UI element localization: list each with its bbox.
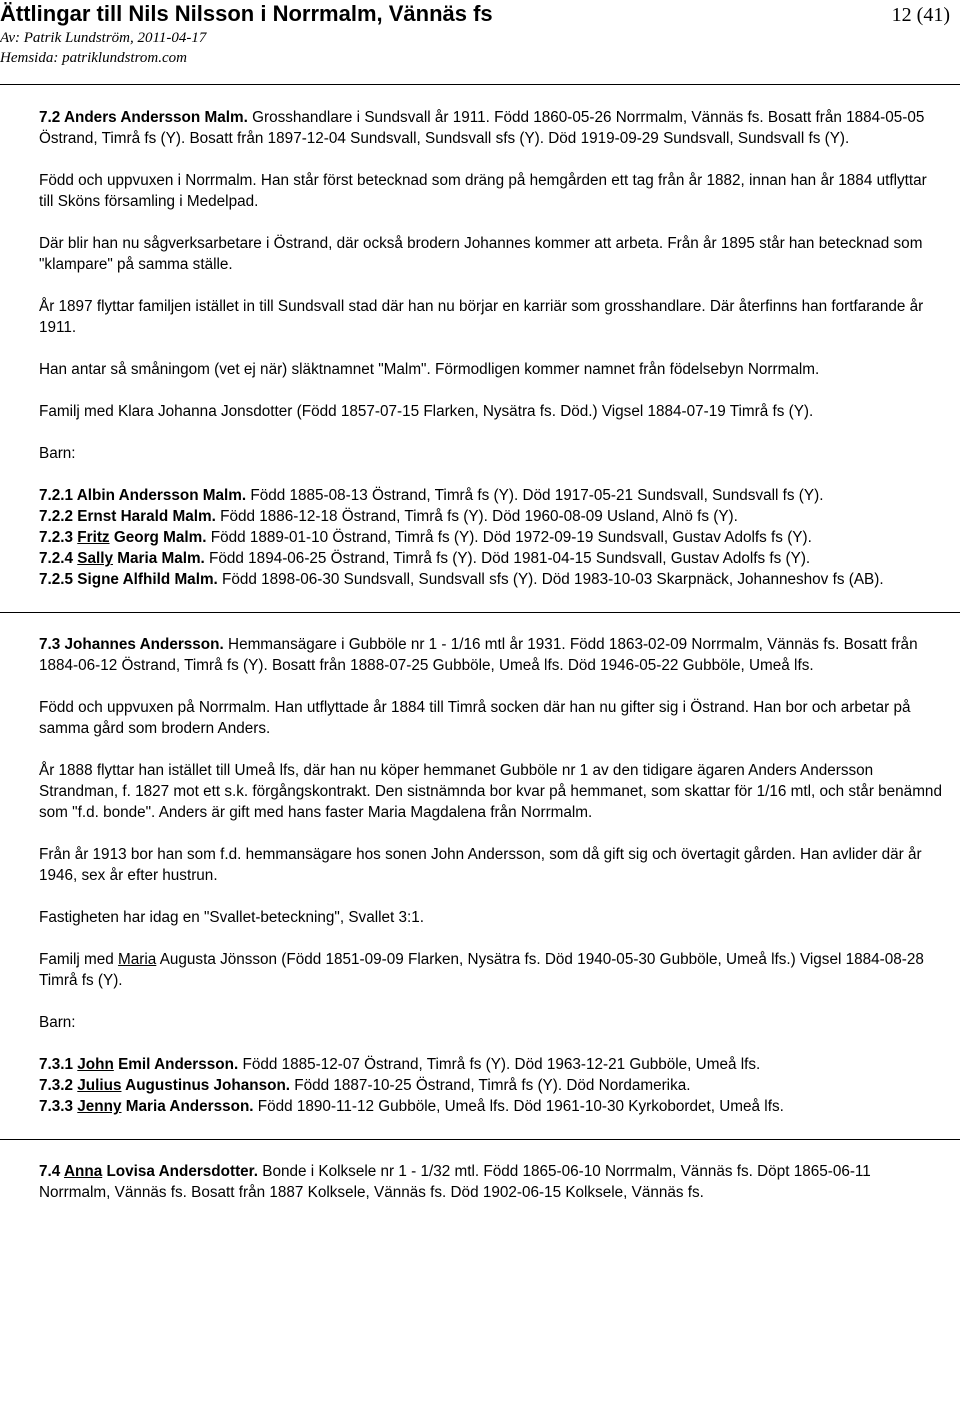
child-name: Emil Andersson. [113,1056,239,1073]
section-divider [0,612,960,613]
section-divider [0,1139,960,1140]
child-name: Ernst Harald Malm. [77,508,216,525]
child-text: Född 1885-12-07 Östrand, Timrå fs (Y). Död 1963-12-21 Gubböle, Umeå lfs. [238,1056,761,1073]
paragraph [39,949,944,991]
child-number: 7.3.1 [39,1056,74,1073]
paragraph: Fastigheten har idag en "Svallet-beteckning", Svallet 3:1. [39,909,425,926]
child-name: Maria Andersson. [121,1098,254,1115]
child-entry [39,527,944,548]
child-entry [39,506,944,527]
child-callname: Julius [77,1077,122,1094]
spouse-callname: Maria [118,951,157,968]
entry-callname: Anna [63,1163,103,1180]
child-entry [39,485,944,506]
child-callname: Fritz [77,529,110,546]
paragraph: Född och uppvuxen i Norrmalm. Han står först betecknad som dräng på hemgården ett tag från år 1882, innan han år 1884 utflyttar till Sköns församling i Medelpad. [39,172,927,210]
child-number: 7.2.3 [39,529,74,546]
document-body [39,107,944,1203]
document-title: Ättlingar till Nils Nilsson i Norrmalm, Vännäs fs [0,1,493,26]
child-number: 7.3.2 [39,1077,74,1094]
entry-7-4-intro [39,1161,944,1203]
entry-heading: 7.3 Johannes Andersson. [39,636,224,653]
child-text: Född 1886-12-18 Östrand, Timrå fs (Y). Död 1960-08-09 Usland, Alnö fs (Y). [215,508,738,525]
page-number: 12 (41) [891,4,950,26]
child-callname: Jenny [77,1098,122,1115]
child-number: 7.2.4 [39,550,74,567]
paragraph-text: Familj med [39,951,119,968]
child-number: 7.2.1 [39,487,74,504]
child-name: Georg Malm. [109,529,207,546]
child-callname: Sally [77,550,113,567]
child-name: Albin Andersson Malm. [76,487,247,504]
entry-7-3-intro [39,634,944,676]
child-entry [39,1075,944,1096]
child-callname: John [77,1056,114,1073]
children-label: Barn: [39,445,76,462]
entry-text: Grosshandlare i Sundsvall år 1911. Född 1860-05-26 Norrmalm, Vännäs fs. Bosatt från 1884-05-05 Östrand, Timrå fs (Y). Bosatt från 1897-12-04 Sundsvall, Sundsvall sfs (Y). Död 1919-09-29 Sundsvall, Sundsvall fs (Y). [39,109,925,147]
paragraph: Där blir han nu sågverksarbetare i Östrand, där också brodern Johannes kommer att arbeta. Från år 1895 står han betecknad som "klampare" på samma ställe. [39,235,923,273]
paragraph: Född och uppvuxen på Norrmalm. Han utflyttade år 1884 till Timrå socken där han nu gifter sig i Östrand. Han bor och arbetar på samma gård som brodern Anders. [39,699,911,737]
header-divider [0,84,960,85]
entry-7-2-intro [39,107,944,149]
entry-heading: 7.2 Anders Andersson Malm. [39,109,248,126]
entry-heading: Lovisa Andersdotter. [102,1163,259,1180]
child-text: Född 1890-11-12 Gubböle, Umeå lfs. Död 1961-10-30 Kyrkobordet, Umeå lfs. [253,1098,784,1115]
child-entry [39,1096,944,1117]
child-name: Augustinus Johanson. [121,1077,291,1094]
child-number: 7.2.5 [39,571,74,588]
child-entry [39,1054,944,1075]
child-name: Maria Malm. [113,550,205,567]
author-line: Av: Patrik Lundström, 2011-04-17 [0,30,207,46]
homepage-link[interactable]: patriklundstrom.com [62,50,187,66]
child-text: Född 1894-06-25 Östrand, Timrå fs (Y). Död 1981-04-15 Sundsvall, Gustav Adolfs fs (Y). [204,550,811,567]
paragraph: År 1888 flyttar han istället till Umeå lfs, där han nu köper hemmanet Gubböle nr 1 av den tidigare ägaren Anders Andersson Strandman, f. 1827 mot ett s.k. förgångskontrakt. Den sistnämnda bor kvar på hemmanet, som skattar för 1/16 mtl, och står benämnd som "f.d. bonde". Anders är gift med hans faster Maria Magdalena från Norrmalm. [39,762,942,821]
child-entry [39,569,944,590]
child-number: 7.2.2 [39,508,74,525]
paragraph: Från år 1913 bor han som f.d. hemmansägare hos sonen John Andersson, som då gift sig och övertagit gården. Han avlider där år 1946, sex år efter hustrun. [39,846,922,884]
children-label: Barn: [39,1014,76,1031]
child-number: 7.3.3 [39,1098,74,1115]
homepage-label: Hemsida: [0,50,63,66]
child-text: Född 1885-08-13 Östrand, Timrå fs (Y). Död 1917-05-21 Sundsvall, Sundsvall fs (Y). [246,487,824,504]
child-text: Född 1898-06-30 Sundsvall, Sundsvall sfs (Y). Död 1983-10-03 Skarpnäck, Johanneshov fs (AB). [217,571,884,588]
child-text: Född 1887-10-25 Östrand, Timrå fs (Y). Död Nordamerika. [290,1077,691,1094]
paragraph-text: Augusta Jönsson (Född 1851-09-09 Flarken, Nysätra fs. Död 1940-05-30 Gubböle, Umeå lfs.) Vigsel 1884-08-28 Timrå fs (Y). [39,951,924,989]
paragraph: Familj med Klara Johanna Jonsdotter (Född 1857-07-15 Flarken, Nysätra fs. Död.) Vigsel 1884-07-19 Timrå fs (Y). [39,403,814,420]
child-name: Signe Alfhild Malm. [77,571,218,588]
homepage-line [0,48,187,68]
paragraph: År 1897 flyttar familjen istället in till Sundsvall stad där han nu börjar en karriär som grosshandlare. Där återfinns han fortfarande år 1911. [39,298,924,336]
entry-number: 7.4 [39,1163,61,1180]
paragraph: Han antar så småningom (vet ej när) släktnamnet "Malm". Förmodligen kommer namnet från födelsebyn Norrmalm. [39,361,820,378]
child-text: Född 1889-01-10 Östrand, Timrå fs (Y). Död 1972-09-19 Sundsvall, Gustav Adolfs fs (Y). [206,529,812,546]
entry-text: Hemmansägare i Gubböle nr 1 - 1/16 mtl år 1931. Född 1863-02-09 Norrmalm, Vännäs fs. Bosatt från 1884-06-12 Östrand, Timrå fs (Y). Bosatt från 1888-07-25 Gubböle, Umeå lfs. Död 1946-05-22 Gubböle, Umeå lfs. [39,636,918,674]
child-entry [39,548,944,569]
entry-text: Bonde i Kolksele nr 1 - 1/32 mtl. Född 1865-06-10 Norrmalm, Vännäs fs. Döpt 1865-06-11 Norrmalm, Vännäs fs. Bosatt från 1887 Kolksele, Vännäs fs. Död 1902-06-15 Kolksele, Vännäs fs. [39,1163,871,1201]
